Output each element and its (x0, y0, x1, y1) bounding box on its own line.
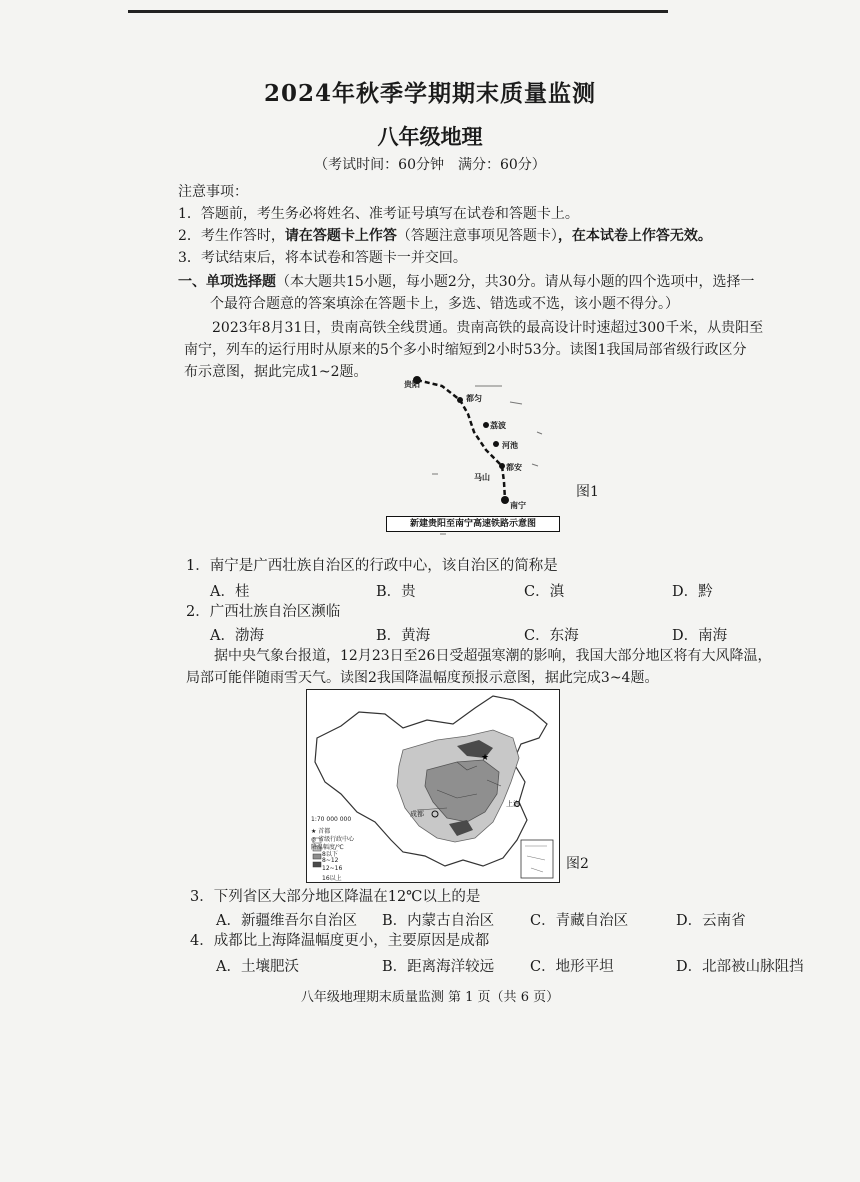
q3-option-b[interactable]: B．内蒙古自治区 (382, 913, 495, 929)
q2-option-b[interactable]: B．黄海 (376, 628, 431, 644)
q3-option-a[interactable]: A．新疆维吾尔自治区 (216, 913, 357, 929)
notice-item-2 (178, 226, 712, 246)
legend-swatch-4 (313, 862, 321, 867)
q2-option-d[interactable]: D．南海 (672, 628, 728, 644)
q1-option-b[interactable]: B．贵 (376, 584, 416, 600)
passage1-line2: 南宁，列车的运行用时从原来的5个多小时缩短到2小时53分。读图1我国局部省级行政区分 (184, 342, 747, 358)
top-rule (128, 10, 668, 13)
notice-item-2-d: ，在本试卷上作答无效。 (557, 228, 712, 244)
q1-option-c[interactable]: C．滇 (524, 584, 565, 600)
q3-option-c[interactable]: C．青藏自治区 (530, 913, 629, 929)
notice-item-2-b: 请在答题卡上作答 (284, 228, 397, 244)
station-label-mashan: 马山 (474, 473, 490, 482)
section-title: 一、单项选择题 (178, 274, 276, 290)
figure2-svg (307, 690, 559, 882)
station-label-nanning: 南宁 (510, 501, 526, 510)
passage2-line2: 局部可能伴随雨雪天气。读图2我国降温幅度预报示意图，据此完成3~4题。 (186, 670, 659, 686)
passage1-line3: 布示意图，据此完成1~2题。 (184, 364, 368, 380)
q2-stem: 2．广西壮族自治区濒临 (186, 604, 341, 620)
q4-option-a[interactable]: A．土壤肥沃 (216, 959, 299, 975)
page-title: 2024年秋季学期期末质量监测 (263, 80, 596, 107)
q4-option-b[interactable]: B．距离海洋较远 (382, 959, 495, 975)
page-subtitle: 八年级地理 (377, 124, 483, 149)
legend-swatch-3 (313, 854, 321, 859)
notice-item-2-a: 2．考生作答时， (178, 228, 285, 244)
figure1-label: 图1 (576, 484, 599, 500)
q3-stem: 3．下列省区大部分地区降温在12℃以上的是 (190, 889, 481, 905)
figure2-label: 图2 (566, 856, 589, 872)
q2-option-c[interactable]: C．东海 (524, 628, 579, 644)
figure1-caption: 新建贵阳至南宁高速铁路示意图 (386, 516, 560, 532)
map-marks (432, 386, 542, 534)
exam-info: （考试时间：60分钟 满分：60分） (314, 157, 546, 173)
capital-star: ★ (481, 753, 490, 763)
notice-heading: 注意事项： (178, 184, 248, 200)
station-label-guiyang: 贵阳 (404, 380, 420, 389)
legend-capital: ★ 首都 (311, 828, 331, 835)
q4-option-c[interactable]: C．地形平坦 (530, 959, 614, 975)
legend-item-3: 12~16 (322, 865, 343, 872)
station-label-duyun: 都匀 (466, 394, 482, 403)
notice-item-2-c: （答题注意事项见答题卡） (396, 228, 558, 244)
station-label-hechi: 河池 (502, 441, 518, 450)
passage1-line1: 2023年8月31日，贵南高铁全线贯通。贵南高铁的最高设计时速超过300千米，从贵阳至 (212, 320, 764, 336)
passage2-line1: 据中央气象台报道，12月23日至26日受超强寒潮的影响，我国大部分地区将有大风降温， (214, 648, 772, 664)
q2-option-a[interactable]: A．渤海 (210, 628, 264, 644)
station-dot-duan (499, 463, 505, 469)
legend-title: 降温幅度/℃ (311, 844, 344, 851)
q1-option-d[interactable]: D．黔 (672, 584, 713, 600)
city-label-shanghai: 上海 (506, 800, 520, 808)
station-label-duan: 都安 (506, 463, 522, 472)
page-footer: 八年级地理期末质量监测 第 1 页（共 6 页） (300, 990, 560, 1005)
figure2-scale: 1:70 000 000 (311, 816, 352, 823)
station-dot-nanning (501, 496, 509, 504)
station-label-libo: 荔波 (490, 421, 506, 430)
section-desc-1: （本大题共15小题，每小题2分，共30分。请从每小题的四个选项中，选择一 (276, 274, 755, 290)
notice-item-1: 1．答题前，考生务必将姓名、准考证号填写在试卷和答题卡上。 (178, 206, 579, 222)
station-dot-hechi (493, 441, 499, 447)
q1-stem: 1．南宁是广西壮族自治区的行政中心，该自治区的简称是 (186, 558, 558, 574)
station-dot-duyun (457, 397, 463, 403)
figure2-map (306, 689, 560, 883)
notice-item-3: 3．考试结束后，将本试卷和答题卡一并交回。 (178, 250, 467, 266)
city-label-chengdu: 成都 (410, 810, 424, 818)
legend-item-2: 8~12 (322, 857, 339, 864)
section-desc-2: 个最符合题意的答案填涂在答题卡上，多选、错选或不选，该小题不得分。） (210, 296, 679, 312)
q3-option-d[interactable]: D．云南省 (676, 913, 746, 929)
legend-item-4: 16以上 (322, 875, 342, 882)
section-heading (178, 272, 755, 292)
legend-item-1: 8以下 (322, 851, 338, 858)
q1-option-a[interactable]: A．桂 (210, 584, 250, 600)
q4-option-d[interactable]: D．北部被山脉阻挡 (676, 959, 804, 975)
legend-provincial-center: ◎ 省级行政中心 (311, 836, 355, 843)
q4-stem: 4．成都比上海降温幅度更小，主要原因是成都 (190, 933, 490, 949)
station-dot-libo (483, 422, 489, 428)
